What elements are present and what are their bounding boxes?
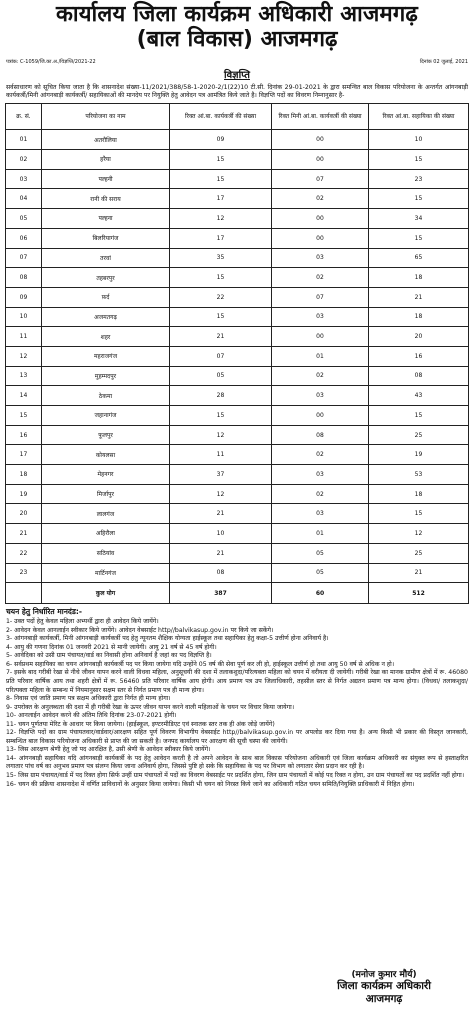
table-row (6, 209, 469, 229)
cell-serial: 23 (6, 563, 42, 583)
table-row (6, 327, 469, 347)
criteria-item: 2- आवेदन केवल आनलाईन स्वीकार किये जायेंगे। आवेदन वेबसाईट http//balvikasup.gov.in पर किये जा सकेंगे। (6, 626, 274, 634)
cell-worker-count: 12 (170, 425, 272, 445)
table-row (6, 228, 469, 248)
cell-worker-count: 05 (170, 366, 272, 386)
table-row (6, 543, 469, 563)
cell-helper-count: 21 (369, 563, 469, 583)
table-row (6, 150, 469, 170)
header-line-2: (बाल विकास) आजमगढ़ (136, 26, 338, 52)
notice-date: दिनांक 02 जुलाई, 2021 (419, 59, 468, 66)
cell-project-name: ठेकमा (42, 386, 170, 406)
cell-project-name: फूलपुर (42, 425, 170, 445)
criteria-title: चयन हेतु निर्धारित मानदंड:- (6, 607, 83, 617)
col-header-helper: रिक्त आं.बा. सहायिका की संख्या (369, 104, 469, 130)
cell-serial: 20 (6, 504, 42, 524)
cell-serial: 15 (6, 406, 42, 426)
table-body (6, 130, 469, 604)
cell-worker-count: 08 (170, 563, 272, 583)
table-row (6, 130, 469, 150)
cell-mini-worker-count: 03 (272, 248, 369, 268)
col-header-mini-worker: रिक्त मिनी आं.बा. कार्यकर्त्री की संख्या (272, 104, 369, 130)
table-total-row (6, 583, 469, 604)
cell-mini-worker-count: 00 (272, 130, 369, 150)
cell-mini-worker-count: 05 (272, 563, 369, 583)
cell-mini-worker-count: 00 (272, 406, 369, 426)
cell-mini-worker-count: 02 (272, 268, 369, 288)
cell-project-name: रानी की सराय (42, 189, 170, 209)
cell-worker-count: 12 (170, 484, 272, 504)
cell-serial: 12 (6, 346, 42, 366)
cell-mini-worker-count: 05 (272, 543, 369, 563)
table-row (6, 465, 469, 485)
cell-project-name: पल्हनी (42, 169, 170, 189)
cell-total-mini-worker: 60 (272, 583, 369, 604)
cell-helper-count: 15 (369, 504, 469, 524)
cell-project-name: मार्टिनगंज (42, 563, 170, 583)
table-header-row (6, 104, 469, 130)
cell-project-name: शहर (42, 327, 170, 347)
cell-helper-count: 34 (369, 209, 469, 229)
criteria-item: 7- इसके बाद गरीबी रेखा से नीचे जीवन यापन करने वाली विधवा महिला, अनुसूचयी की दशा में तलाकशुदा/परित्यक्ता महिला को चयन में वरीयता दी जायेगी। गरीबी रेखा का मानक ग्रामीण क्षेत्रों में रू. 46080 प्रति परिवार वार्षिक आय तथा शहरी क्षेत्रों में रू. 56460 प्रति परिवार वार्षिक आय होगी। आय प्रमाण पत्र उप जिलाधिकारी, तहसील स्तर से निर्गत अद्यतन प्रमाण पत्र मान्य होगा। (विधवा/ तलाकशुदा/ परित्यक्ता महिला के सम्बन्ध में नियमानुसार सक्षम स्तर से निर्गत प्रमाण पत्र ही मान्य होगा। (6, 669, 468, 694)
cell-helper-count: 18 (369, 307, 469, 327)
table-row (6, 248, 469, 268)
table-row (6, 307, 469, 327)
cell-mini-worker-count: 00 (272, 327, 369, 347)
criteria-item: 12- विज्ञप्ति पदों का ग्राम पंचायतवार/वार्डवार/आरक्षण सहित पूर्ण विवरण विभागीय वेबसाईट http//balvikasup.gov.in पर अपलोड कर दिया गया है। अन्य किसी भी प्रकार की विस्तृत जानकारी, सम्बन्धित बाल विकास परियोजना अधिकारी से प्राप्त की जा सकती है। जनपद कार्यालय पर आरक्षण की सूची चस्पा की जायेगी। (6, 729, 468, 745)
table-row (6, 386, 469, 406)
cell-helper-count: 19 (369, 445, 469, 465)
cell-worker-count: 21 (170, 327, 272, 347)
criteria-item: 15- जिस ग्राम पंचायत/वार्ड में पद रिक्त होगा सिर्फ उन्हीं ग्राम पंचायतों में पदों का विवरण वेबसाईट पर प्रदर्शित होगा, जिन ग्राम पंचायतों में कोई पद रिक्त न होगा, उन ग्राम पंचायतों का पद प्रदर्शित नहीं होगा। (6, 772, 465, 780)
criteria-item: 1- उक्त पदों हेतु केवल महिला अभ्यर्थी द्वारा ही आवेदन किये जायेंगे। (6, 618, 159, 626)
cell-helper-count: 08 (369, 366, 469, 386)
vacancy-table (5, 103, 469, 604)
header-line-1: कार्यालय जिला कार्यक्रम अधिकारी आजमगढ़ (55, 2, 419, 27)
cell-worker-count: 09 (170, 130, 272, 150)
criteria-item: 11- चयन पूर्णतया मेरिट के आधार पर किया जायेगा। (हाईस्कूल, इण्टरमीडिएट एवं स्नातक स्तर तक ही अंक जोड़े जायेंगे) (6, 720, 275, 728)
cell-helper-count: 16 (369, 346, 469, 366)
cell-mini-worker-count: 07 (272, 287, 369, 307)
cell-total-blank (6, 583, 42, 604)
cell-helper-count: 53 (369, 465, 469, 485)
cell-serial: 08 (6, 268, 42, 288)
cell-project-name: अजमतगढ़ (42, 307, 170, 327)
cell-serial: 14 (6, 386, 42, 406)
cell-mini-worker-count: 08 (272, 425, 369, 445)
cell-worker-count: 12 (170, 209, 272, 229)
cell-helper-count: 43 (369, 386, 469, 406)
cell-total-worker: 387 (170, 583, 272, 604)
criteria-item: 10- आनलाईन आवेदन करने की अंतिम तिथि दिनांक 23-07-2021 होगी। (6, 712, 177, 720)
cell-worker-count: 28 (170, 386, 272, 406)
cell-mini-worker-count: 01 (272, 524, 369, 544)
cell-serial: 19 (6, 484, 42, 504)
cell-helper-count: 15 (369, 150, 469, 170)
col-header-project: परियोजना का नाम (42, 104, 170, 130)
cell-project-name: हरैया (42, 150, 170, 170)
criteria-item: 3- आंगनबाड़ी कार्यकर्त्री, मिनी आंगनबाड़ी कार्यकर्त्री पद हेतु न्यूनतम शैक्षिक योग्यता हाईस्कूल तथा सहायिका हेतु कक्षा-5 उत्तीर्ण होना अनिवार्य है। (6, 635, 329, 643)
cell-serial: 03 (6, 169, 42, 189)
cell-serial: 06 (6, 228, 42, 248)
cell-helper-count: 12 (369, 524, 469, 544)
cell-helper-count: 25 (369, 425, 469, 445)
cell-project-name: तरवां (42, 248, 170, 268)
cell-project-name: बिलरियागंज (42, 228, 170, 248)
cell-helper-count: 10 (369, 130, 469, 150)
cell-mini-worker-count: 00 (272, 228, 369, 248)
table-row (6, 445, 469, 465)
criteria-item: 8- निवास एवं जाति प्रमाण पत्र सक्षम अधिकारी द्वारा निर्गत ही मान्य होगा। (6, 695, 171, 703)
cell-mini-worker-count: 02 (272, 484, 369, 504)
cell-total-label: कुल योग (42, 583, 170, 604)
cell-serial: 11 (6, 327, 42, 347)
cell-helper-count: 15 (369, 406, 469, 426)
table-row (6, 287, 469, 307)
col-header-worker: रिक्त आं.बा. कार्यकर्त्री की संख्या (170, 104, 272, 130)
cell-helper-count: 18 (369, 268, 469, 288)
cell-serial: 07 (6, 248, 42, 268)
cell-mini-worker-count: 02 (272, 366, 369, 386)
signatory-name: (मनोज कुमार मौर्य) (351, 969, 417, 980)
reference-row (4, 59, 470, 65)
cell-project-name: अहिरौला (42, 524, 170, 544)
cell-mini-worker-count: 00 (272, 150, 369, 170)
criteria-item: 14- आंगनबाड़ी सहायिका यदि आंगनबाड़ी कार्यकर्त्री के पद हेतु आवेदन करती है तो अपने आवेदन के साथ बाल विकास परियोजना अधिकारी एवं जिला कार्यक्रम अधिकारी का संयुक्त रूप से हस्ताक्षरित लगातार पांच वर्ष का अनुभव प्रमाण पत्र संलग्न किया जाना अनिवार्य होगा, जिससे पुष्टि हो सके कि सहायिका के पद पर विभाग को लगातार सेवा प्रदान कर रही है। (6, 754, 468, 771)
cell-mini-worker-count: 02 (272, 445, 369, 465)
criteria-item: 9- उपरोक्त के अनुलब्धता की दशा में ही गरीबी रेखा के ऊपर जीवन यापन करने वाली महिलाओं के चयन पर विचार किया जायेगा। (6, 703, 295, 711)
table-row (6, 425, 469, 445)
cell-project-name: कोयलसा (42, 445, 170, 465)
cell-helper-count: 18 (369, 484, 469, 504)
table-row (6, 189, 469, 209)
cell-project-name: जहानागंज (42, 406, 170, 426)
cell-worker-count: 11 (170, 445, 272, 465)
cell-worker-count: 21 (170, 543, 272, 563)
table-row (6, 563, 469, 583)
cell-serial: 13 (6, 366, 42, 386)
cell-project-name: मेहनगर (42, 465, 170, 485)
criteria-item: 13- जिस आरक्षण श्रेणी हेतु जो पद आरक्षित है, उसी श्रेणी के आवेदन स्वीकार किये जायेंगे। (6, 746, 211, 754)
office-header (4, 3, 470, 52)
col-header-serial: क्र. सं. (6, 104, 42, 130)
cell-mini-worker-count: 03 (272, 386, 369, 406)
cell-mini-worker-count: 07 (272, 169, 369, 189)
criteria-item: 16- चयन की प्रक्रिया शासनादेश में वर्णित प्राविधानों के अनुसार किया जायेगा। किसी भी चयन को निरस्त किये जाने का अधिकारी गठित चयन समिति/नियुक्ति प्राधिकारी में निहित होगा। (6, 780, 415, 788)
cell-serial: 09 (6, 287, 42, 307)
signature-block (304, 967, 464, 1006)
criteria-item: 4- आयु की गणना दिनांक 01 जनवरी 2021 से मानी जायेगी। आयु 21 वर्ष से 45 वर्ष होगी। (6, 643, 217, 651)
cell-serial: 01 (6, 130, 42, 150)
cell-project-name: अतरौलिया (42, 130, 170, 150)
cell-project-name: लालगंज (42, 504, 170, 524)
cell-total-helper: 512 (369, 583, 469, 604)
table-row (6, 366, 469, 386)
cell-project-name: पल्हना (42, 209, 170, 229)
cell-serial: 02 (6, 150, 42, 170)
cell-project-name: तहबरपुर (42, 268, 170, 288)
cell-worker-count: 17 (170, 228, 272, 248)
notice-title: विज्ञप्ति (224, 70, 250, 82)
cell-worker-count: 37 (170, 465, 272, 485)
cell-worker-count: 10 (170, 524, 272, 544)
cell-worker-count: 15 (170, 406, 272, 426)
cell-helper-count: 15 (369, 189, 469, 209)
cell-serial: 17 (6, 445, 42, 465)
table-row (6, 406, 469, 426)
cell-serial: 22 (6, 543, 42, 563)
intro-paragraph: सर्वसाधारण को सूचित किया जाता है कि शासनादेश संख्या-11/2021/388/58-1-2020-2/1(22)10 टी.सी. दिनांक 29-01-2021 के द्वारा समन्वित बाल विकास परियोजना के अन्तर्गत आंगनबाड़ी कार्यकर्त्री/मिनी आंगनबाड़ी कार्यकर्त्री/ सहायिकाओं की मानदेय पर नियुक्ति हेतु आवेदन पत्र आमंत्रित किये जाते है। विज्ञप्ति पदों का विवरण निम्नानुसार है- (6, 84, 468, 100)
table-row (6, 484, 469, 504)
cell-helper-count: 23 (369, 169, 469, 189)
cell-project-name: फ़र्द (42, 287, 170, 307)
cell-worker-count: 15 (170, 150, 272, 170)
cell-worker-count: 07 (170, 346, 272, 366)
cell-serial: 05 (6, 209, 42, 229)
table-row (6, 346, 469, 366)
cell-mini-worker-count: 02 (272, 189, 369, 209)
cell-mini-worker-count: 03 (272, 504, 369, 524)
cell-worker-count: 15 (170, 169, 272, 189)
cell-serial: 16 (6, 425, 42, 445)
table-row (6, 524, 469, 544)
cell-serial: 10 (6, 307, 42, 327)
cell-helper-count: 20 (369, 327, 469, 347)
table-row (6, 169, 469, 189)
cell-serial: 21 (6, 524, 42, 544)
cell-project-name: सठियांव (42, 543, 170, 563)
cell-project-name: मिर्जापुर (42, 484, 170, 504)
cell-mini-worker-count: 03 (272, 307, 369, 327)
criteria-item: 5- आवेदिका को उसी ग्राम पंचायत/वार्ड का निवासी होना अनिवार्य है जहां का पद विज्ञप्ति है। (6, 652, 212, 660)
cell-worker-count: 21 (170, 504, 272, 524)
cell-serial: 04 (6, 189, 42, 209)
cell-project-name: महराजगंज (42, 346, 170, 366)
cell-worker-count: 22 (170, 287, 272, 307)
cell-worker-count: 15 (170, 307, 272, 327)
cell-helper-count: 25 (369, 543, 469, 563)
cell-worker-count: 35 (170, 248, 272, 268)
cell-worker-count: 17 (170, 189, 272, 209)
cell-mini-worker-count: 03 (272, 465, 369, 485)
cell-project-name: मुहम्मदपुर (42, 366, 170, 386)
reference-number: पत्रांक: C-1059/जि.का.अ./विज्ञप्ति/2021-22 (6, 59, 96, 66)
cell-mini-worker-count: 01 (272, 346, 369, 366)
cell-mini-worker-count: 00 (272, 209, 369, 229)
cell-worker-count: 15 (170, 268, 272, 288)
cell-helper-count: 15 (369, 228, 469, 248)
cell-serial: 18 (6, 465, 42, 485)
cell-helper-count: 65 (369, 248, 469, 268)
table-row (6, 268, 469, 288)
cell-helper-count: 21 (369, 287, 469, 307)
criteria-item: 6- सर्वप्रथम सहायिका का चयन आंगनबाड़ी कार्यकर्त्री पद पर किया जायेगा यदि उन्होंने 05 वर्ष की सेवा पूर्ण कर ली हो, हाईस्कूल उत्तीर्ण हो तथा आयु 50 वर्ष से अधिक न हो। (6, 660, 395, 668)
signatory-designation: जिला कार्यक्रम अधिकारी (337, 979, 431, 992)
signatory-place: आजमगढ़ (365, 992, 403, 1005)
criteria-list (4, 617, 470, 789)
table-row (6, 504, 469, 524)
